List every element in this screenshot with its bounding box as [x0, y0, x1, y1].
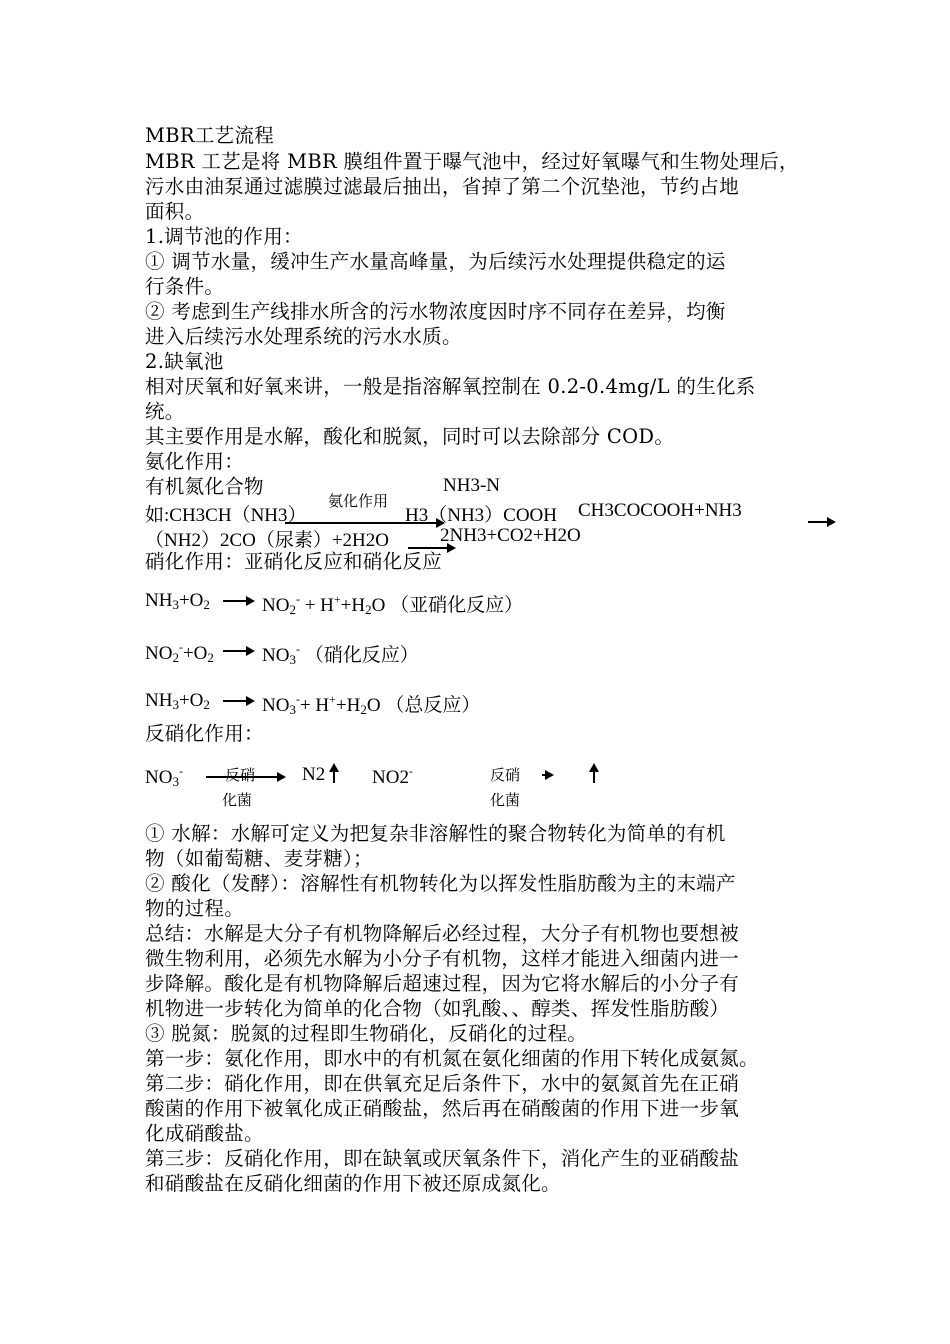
- intro-line: 面积。: [145, 200, 205, 223]
- denitrification-label: 反硝: [490, 766, 521, 784]
- detail-line: 第一步：氨化作用，即水中的有机氮在氨化细菌的作用下转化成氨氮。: [145, 1047, 759, 1070]
- reaction-arrow: [808, 521, 834, 523]
- denitrification-label: 化菌: [490, 791, 521, 809]
- reaction-arrow: [542, 774, 552, 776]
- ammonification-heading: 氨化作用：: [145, 450, 245, 473]
- equation-note: （亚硝化反应）: [390, 595, 524, 616]
- detail-line: 和硝酸盐在反硝化细菌的作用下被还原成氮化。: [145, 1172, 561, 1195]
- denitrification-heading: 反硝化作用：: [145, 722, 264, 745]
- example-intermediate: H3（NH3）COOH: [405, 505, 558, 526]
- nh3n-product: NH3-N: [443, 475, 500, 496]
- reaction-arrow: [223, 650, 253, 652]
- equation-overall: $NH_3+O_2$: [145, 690, 210, 712]
- section2-heading: 2.缺氧池: [145, 350, 224, 373]
- gas-release-arrow: [593, 765, 595, 783]
- detail-line: 物（如葡萄糖、麦芽糖）；: [145, 847, 373, 870]
- equation-overall-products: $NO_3^-+ H^++H_2O$ （总反应）: [262, 692, 481, 717]
- section1-item: ② 考虑到生产线排水所含的污水物浓度因时序不同存在差异，均衡: [145, 300, 726, 323]
- section1-item: 进入后续污水处理系统的污水水质。: [145, 325, 462, 348]
- denitrification-label: 化菌: [222, 791, 253, 809]
- doc-title: MBR工艺流程: [145, 124, 275, 147]
- reaction-arrow: [408, 547, 454, 549]
- section1-heading: 1.调节池的作用：: [145, 225, 303, 248]
- equation-note: （硝化反应）: [304, 645, 419, 666]
- equation-note: （总反应）: [385, 695, 481, 716]
- reaction-arrow: [223, 600, 253, 602]
- intro-line: MBR 工艺是将 MBR 膜组件置于曝气池中，经过好氧曝气和生物处理后，: [145, 150, 799, 173]
- section2-line: 其主要作用是水解，酸化和脱氮，同时可以去除部分 COD。: [145, 425, 675, 448]
- detail-line: ② 酸化（发酵）：溶解性有机物转化为以挥发性脂肪酸为主的末端产: [145, 872, 736, 895]
- detail-line: 物的过程。: [145, 897, 245, 920]
- no2-intermediate: NO2-: [372, 764, 413, 788]
- gas-release-arrow: [333, 765, 335, 783]
- example-prefix: 如:: [145, 505, 170, 526]
- detail-line: 第二步：硝化作用，即在供氧充足后条件下，水中的氨氮首先在正硝: [145, 1072, 740, 1095]
- organic-n-label: 有机氮化合物: [145, 475, 264, 498]
- section2-line: 相对厌氧和好氧来讲，一般是指溶解氧控制在 0.2-0.4mg/L 的生化系: [145, 375, 756, 398]
- urea-equation-left: （NH2）2CO（尿素）+2H2O: [145, 530, 389, 551]
- detail-line: 总结：水解是大分子有机物降解后必经过程，大分子有机物也要想被: [145, 922, 740, 945]
- detail-line: ③ 脱氮：脱氮的过程即生物硝化，反硝化的过程。: [145, 1022, 588, 1045]
- ammonification-arrow-label: 氨化作用: [328, 492, 389, 510]
- detail-line: 机物进一步转化为简单的化合物（如乳酸、、醇类、挥发性脂肪酸）: [145, 997, 730, 1020]
- reaction-arrow: [223, 700, 253, 702]
- example-line-1: [145, 500, 307, 527]
- detail-line: 化成硝酸盐。: [145, 1122, 264, 1145]
- denitrification-arrow: [206, 776, 284, 778]
- equation-nitritation: $NH_3+O_2$: [145, 590, 210, 612]
- urea-equation-right: 2NH3+CO2+H2O: [440, 525, 581, 546]
- denitrification-reactant: $NO_3^-$: [145, 764, 183, 789]
- equation-nitritation-products: $NO_2^- + H^++H_2O$ （亚硝化反应）: [262, 592, 524, 617]
- detail-line: ① 水解：水解可定义为把复杂非溶解性的聚合物转化为简单的有机: [145, 822, 726, 845]
- section1-item: ① 调节水量，缓冲生产水量高峰量，为后续污水处理提供稳定的运: [145, 250, 726, 273]
- detail-line: 微生物利用，必须先水解为小分子有机物，这样才能进入细菌内进一: [145, 947, 740, 970]
- intro-line: 污水由油泵通过滤膜过滤最后抽出，省掉了第二个沉垫池，节约占地: [145, 175, 740, 198]
- example-reactant: CH3CH（NH3）: [169, 505, 307, 526]
- detail-line: 第三步：反硝化作用，即在缺氧或厌氧条件下，消化产生的亚硝酸盐: [145, 1147, 740, 1170]
- section2-line: 统。: [145, 400, 185, 423]
- n2-product: N2: [302, 764, 326, 785]
- equation-nitratation-products: $NO_3^-$ （硝化反应）: [262, 642, 419, 667]
- nitrification-heading: 硝化作用：亚硝化反应和硝化反应: [145, 550, 443, 573]
- denitrification-label: 反硝: [225, 766, 256, 784]
- example-product: CH3COCOOH+NH3: [578, 500, 742, 521]
- detail-line: 酸菌的作用下被氧化成正硝酸盐，然后再在硝酸菌的作用下进一步氧: [145, 1097, 740, 1120]
- equation-nitratation: $NO_2^-+O_2$: [145, 640, 214, 665]
- detail-line: 步降解。酸化是有机物降解后超速过程，因为它将水解后的小分子有: [145, 972, 740, 995]
- section1-item: 行条件。: [145, 275, 225, 298]
